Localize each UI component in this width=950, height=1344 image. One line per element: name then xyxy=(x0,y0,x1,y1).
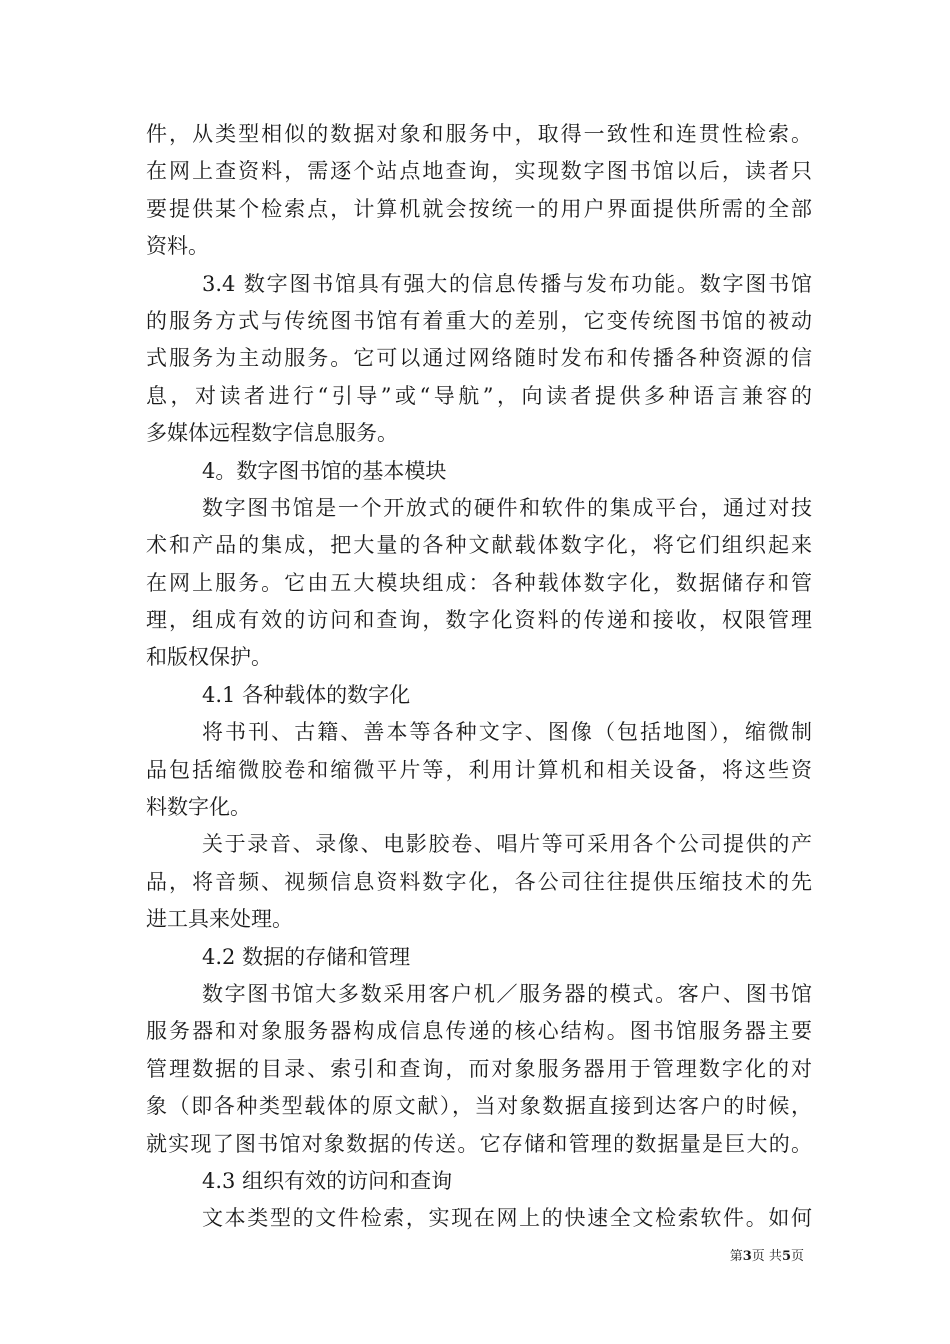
text-line: 象（即各种类型载体的原文献），当对象数据直接到达客户的时候， xyxy=(146,1094,812,1119)
text-line: 就实现了图书馆对象数据的传送。它存储和管理的数据量是巨大的。 xyxy=(146,1131,812,1156)
text-line: 料数字化。 xyxy=(146,795,251,820)
text-line: 数字图书馆是一个开放式的硬件和软件的集成平台，通过对技 xyxy=(202,495,812,520)
text-line: 和版权保护。 xyxy=(146,645,272,670)
text-line: 4.3 组织有效的访问和查询 xyxy=(202,1168,453,1193)
text-line: 品包括缩微胶卷和缩微平片等，利用计算机和相关设备，将这些资 xyxy=(146,757,812,782)
footer-prefix: 第 xyxy=(729,1249,743,1264)
text-line: 资料。 xyxy=(146,234,209,259)
text-line: 数字图书馆大多数采用客户机／服务器的模式。客户、图书馆 xyxy=(202,981,812,1006)
text-line: 4.2 数据的存储和管理 xyxy=(202,944,411,969)
text-line: 4.1 各种载体的数字化 xyxy=(202,682,411,707)
page-footer xyxy=(730,1245,804,1264)
text-line: 理，组成有效的访问和查询，数字化资料的传递和接收，权限管理 xyxy=(146,608,812,633)
text-line: 术和产品的集成，把大量的各种文献载体数字化，将它们组织起来 xyxy=(146,533,812,558)
footer-total-pages: 5 xyxy=(781,1249,791,1264)
text-line: 式服务为主动服务。它可以通过网络随时发布和传播各种资源的信 xyxy=(146,346,812,371)
text-line: 3.4 数字图书馆具有强大的信息传播与发布功能。数字图书馆 xyxy=(202,271,812,296)
footer-suffix: 页 xyxy=(790,1249,804,1264)
text-line: 在网上查资料，需逐个站点地查询，实现数字图书馆以后，读者只 xyxy=(146,159,812,184)
text-line: 关于录音、录像、电影胶卷、唱片等可采用各个公司提供的产 xyxy=(202,832,812,857)
text-line: 的服务方式与传统图书馆有着重大的差别，它变传统图书馆的被动 xyxy=(146,308,812,333)
text-line: 息，对读者进行“引导”或“导航”，向读者提供多种语言兼容的 xyxy=(146,383,812,408)
text-line: 多媒体远程数字信息服务。 xyxy=(146,421,398,446)
text-line: 在网上服务。它由五大模块组成：各种载体数字化，数据储存和管 xyxy=(146,570,812,595)
text-line: 将书刊、古籍、善本等各种文字、图像（包括地图），缩微制 xyxy=(202,720,812,745)
footer-current-page: 3 xyxy=(742,1249,752,1264)
text-line: 管理数据的目录、索引和查询，而对象服务器用于管理数字化的对 xyxy=(146,1056,812,1081)
text-line: 4。数字图书馆的基本模块 xyxy=(202,458,447,483)
text-line: 进工具来处理。 xyxy=(146,907,293,932)
text-line: 件，从类型相似的数据对象和服务中，取得一致性和连贯性检索。 xyxy=(146,122,812,146)
text-line: 文本类型的文件检索，实现在网上的快速全文检索软件。如何 xyxy=(202,1206,812,1231)
footer-middle: 页 共 xyxy=(751,1249,782,1264)
text-line: 要提供某个检索点，计算机就会按统一的用户界面提供所需的全部 xyxy=(146,196,812,221)
text-line: 服务器和对象服务器构成信息传递的核心结构。图书馆服务器主要 xyxy=(146,1019,812,1044)
text-line: 品，将音频、视频信息资料数字化，各公司往往提供压缩技术的先 xyxy=(146,869,812,894)
document-body xyxy=(146,116,812,1238)
